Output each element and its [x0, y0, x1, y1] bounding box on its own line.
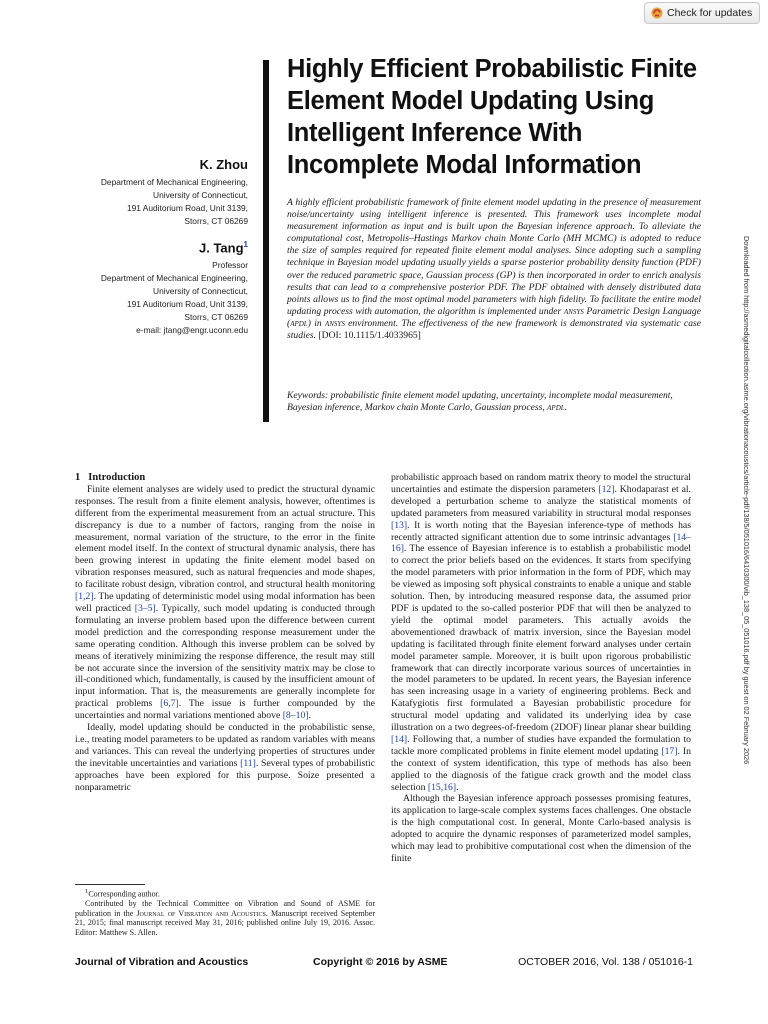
citation-link[interactable]: [1,2] [75, 591, 94, 603]
affiliation-line: 191 Auditorium Road, Unit 3139, [126, 203, 248, 213]
citation-link[interactable]: [11] [240, 757, 256, 769]
paragraph: probabilistic approach based on random matrix theory to model the structural uncertainties and estimate the dispersion parameters [12]. Khodaparast et al. developed a perturbation scheme to analyze the statistical moments of updated parameters from measured variability in structural modal responses [13]. It is worth noting that the Bayesian inference-type of methods has recently attracted significant attention due to some intrinsic advantages [14–16]. The essence of Bayesian inference is to establish a probabilistic model to correct the prior beliefs based on the evidences. It starts from specifying the model parameters with prior information in the form of PDF, which may be viewed as imposing soft physical constraints to enable a unique and stable solution. Then, by introducing measured response data, the assumed prior PDF is updated to the so-called posterior PDF that will then be analyzed to yield the optimal model parameters. This actually avoids the abovementioned drawback of matrix inversion, since the Bayesian model updating is facilitated through finite element forward analyses under certain model parameter sample. Moreover, it is built upon rigorous probabilistic framework that can directly incorporate various sources of uncertainties in the model parameters to be updated. In recent years, the Bayesian inference has seen increasing usage in a variety of engineering problems. Beck and Katafygiotis first formulated a Bayesian probabilistic procedure for structural model updating and validated its underlying idea by case illustration on a two degrees-of-freedom (2DOF) linear planar shear building [14]. Following that, a number of studies have expanded the formulation to tackle more complicated problems in finite element model updating [17]. In the context of system identification, this type of methods has also been applied to the diagnosis of the fatigue crack growth and the model class selection [15,16]. [391, 472, 691, 793]
affiliation-line: Storrs, CT 06269 [184, 312, 248, 323]
page-footer [75, 956, 693, 972]
title-accent-bar [263, 60, 269, 422]
citation-link[interactable]: [3–5] [134, 602, 156, 614]
citation-link[interactable]: [17] [661, 745, 678, 757]
citation-link[interactable]: [13] [391, 519, 408, 531]
affiliation-line: Department of Mechanical Engineering, [100, 177, 248, 187]
abstract: A highly efficient probabilistic framework of finite element model updating in the presence of measurement noise/uncertainty using intelligent inference is presented. This framework uses incomplete modal measurement information as input and is built upon the Bayesian inference approach. To alleviate the computational cost, Metropolis–Hastings Markov chain Monte Carlo (MH MCMC) is adopted to reduce the size of samples required for repeated finite element modal analyses. Since adopting such a sampling technique in Bayesian model updating usually yields a sparse posterior probability density function (PDF) over the reduced parametric space, Gaussian process (GP) is then incorporated in order to enrich analysis results that can lead to a comprehensive posterior PDF. The PDF obtained with densely distributed data points allows us to find the most optimal model parameters with high fidelity. To facilitate the entire model updating process with automation, the algorithm is implemented under ansys Parametric Design Language (apdl) in ansys environment. The effectiveness of the new framework is demonstrated via systematic case studies. [DOI: 10.1115/1.4033965] [287, 197, 701, 342]
citation-link[interactable]: [12] [598, 483, 615, 495]
affiliation-line: University of Connecticut, [153, 286, 248, 297]
download-watermark: Downloaded from http://asmedigitalcollection.asme.org/vibrationacoustics/article-pdf/138/5/051016/6410300/vib_138_05_051016.pdf by guest on 02 February 2026 [742, 236, 751, 765]
affiliation-line: University of Connecticut, [153, 190, 248, 200]
citation-link[interactable]: [14] [391, 733, 408, 745]
section-heading: 1 Introduction [75, 472, 146, 483]
body-column-right [391, 472, 691, 865]
author-email[interactable]: e-mail: jtang@engr.uconn.edu [136, 325, 248, 336]
citation-link[interactable]: [14–16] [391, 531, 691, 555]
copyright: Copyright © 2016 by ASME [313, 956, 448, 968]
keywords: Keywords: probabilistic finite element model updating, uncertainty, incomplete modal measurement, Bayesian inference, Markov chain Monte Carlo, Gaussian process, apdl. [287, 390, 673, 414]
doi[interactable]: [DOI: 10.1115/1.4033965] [316, 330, 421, 342]
check-for-updates-button[interactable] [644, 2, 760, 24]
journal-name: Journal of Vibration and Acoustics [75, 956, 249, 968]
citation-link[interactable]: [6,7] [160, 698, 179, 710]
affiliation-line: Department of Mechanical Engineering, [100, 273, 248, 284]
paragraph: Although the Bayesian inference approach possesses promising features, its application to large-scale complex systems faces challenges. One obstacle is the high computational cost. In general, Monte Carlo-based analysis is adopted to acquire the dynamic responses of parameterized model samples, which may lead to prohibitive computational cost when the dimension of the finite [391, 793, 691, 864]
footnote: $^1$Corresponding author. [85, 888, 160, 899]
footnote-divider [75, 884, 145, 885]
paper-title: Highly Efficient Probabilistic Finite Element Model Updating Using Intelligent Inference With Incomplete Modal Information [287, 55, 697, 179]
check-for-updates-label: Check for updates [667, 7, 753, 19]
corresponding-author-mark[interactable]: 1 [243, 240, 248, 249]
footnotes [75, 887, 375, 938]
affiliation-line: Storrs, CT 06269 [184, 216, 248, 226]
citation-link[interactable]: [8–10] [282, 710, 309, 722]
check-for-updates-icon [651, 7, 663, 19]
issue-info: OCTOBER 2016, Vol. 138 / 051016-1 [518, 956, 693, 968]
citation-link[interactable]: [15,16] [427, 781, 457, 793]
affiliation-line: Professor [212, 260, 248, 271]
author-block [48, 157, 248, 337]
paragraph: Ideally, model updating should be conducted in the probabilistic sense, i.e., treating model parameters to be updated as random variables with means and variances. This can reveal the underlying properties of structures under the inevitable uncertainties and variations [11]. Several types of probabilistic approaches have been explored for this purpose. Soize presented a nonparametric [75, 722, 375, 793]
body-column-left [75, 472, 375, 793]
footnote: Contributed by the Technical Committee on Vibration and Sound of ASME for publication in the Journal of Vibration and Acoustics. Manuscript received September 21, 2015; final manuscript received May 31, 2016; published online July 19, 2016. Assoc. Editor: Matthew S. Allen. [75, 899, 375, 938]
author-name-2: J. Tang$^1$ [199, 240, 248, 256]
author-name-1: K. Zhou [199, 157, 248, 172]
affiliation-line: 191 Auditorium Road, Unit 3139, [126, 299, 248, 310]
paragraph: Finite element analyses are widely used to predict the structural dynamic responses. The result from a finite element analysis, however, oftentimes is different from the experimental measurement from an actual structure. This discrepancy is due to a number of factors, ranging from the noise in measurement, normal variation of the structure, to the error in the finite element model itself. In the context of structural dynamic analysis, there has been growing interest in updating the finite element model based on vibration responses measured, such as natural frequencies and mode shapes, to facilitate robust design, vibration control, and structural health monitoring [1,2]. The updating of deterministic model using modal information has been well practiced [3–5]. Typically, such model updating is conducted through formulating an inverse problem based upon the difference between current model prediction and the corresponding response measurement under the same operating condition. Although this inverse problem can be solved by means of iteratively minimizing the response difference, the result may still be not accurate since the inversion of the sensitivity matrix may be close to ill-conditioned which, fundamentally, is caused by the insufficient amount of input information. That is, the measurements are generally incomplete for practical problems [6,7]. The issue is further compounded by the uncertainties and normal variations mentioned above [8–10]. [75, 483, 375, 722]
